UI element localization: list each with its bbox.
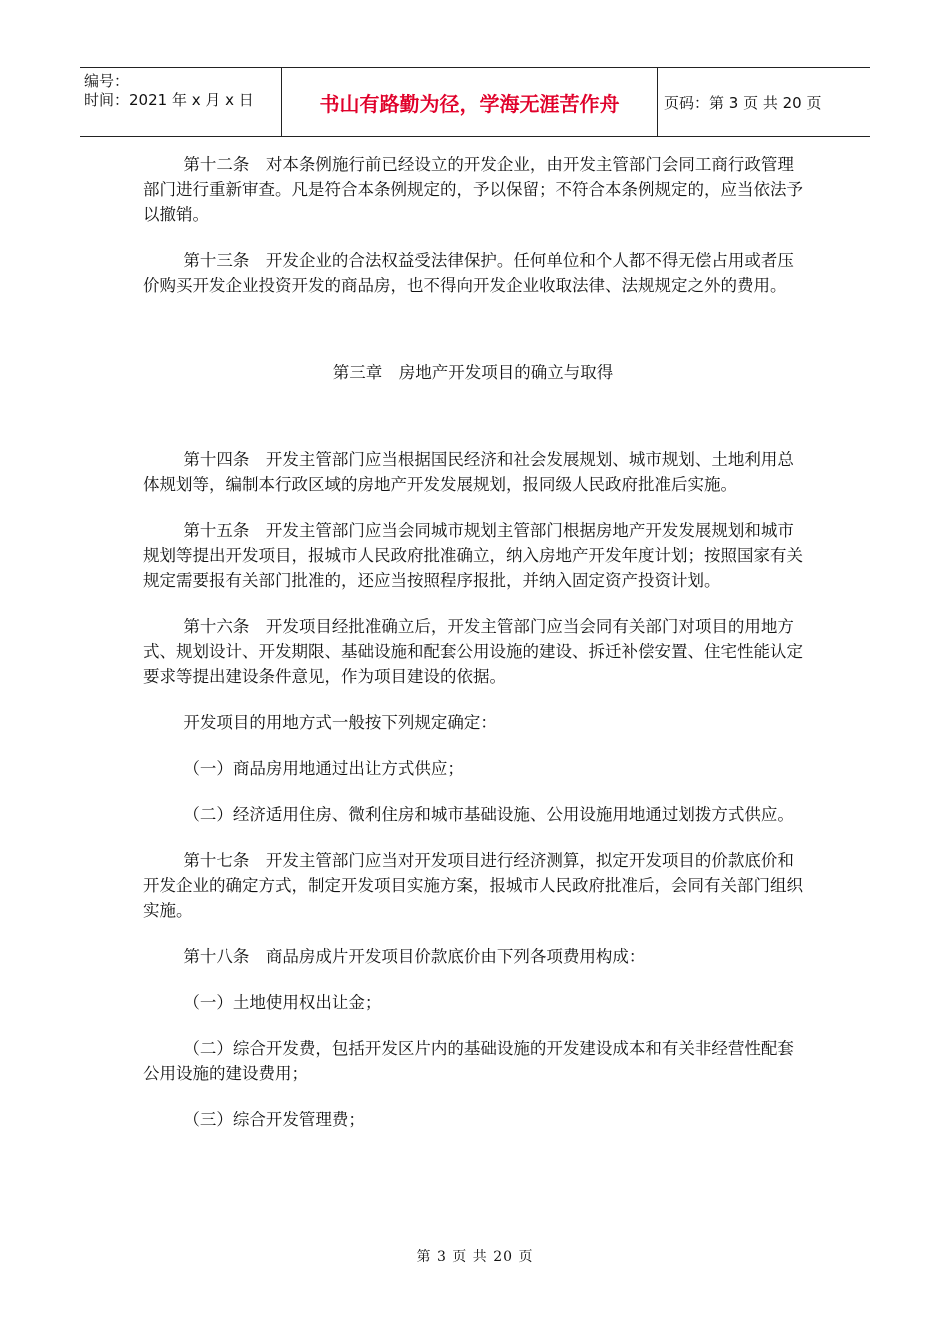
header-page-info: 页码：第 3 页 共 20 页 xyxy=(664,93,822,112)
document-number-label: 编号： xyxy=(84,72,130,90)
article-14: 第十四条 开发主管部门应当根据国民经济和社会发展规划、城市规划、土地利用总体规划等，编制本行政区域的房地产开发发展规划，报同级人民政府批准后实施。 xyxy=(143,450,794,494)
cost-item-1: （一）土地使用权出让金； xyxy=(183,993,382,1012)
header-motto: 书山有路勤为径，学海无涯苦作舟 xyxy=(282,68,658,136)
article-17: 第十七条 开发主管部门应当对开发项目进行经济测算，拟定开发项目的价款底价和开发企业的确定方式，制定开发项目实施方案，报城市人民政府批准后，会同有关部门组织实施。 xyxy=(143,851,803,920)
article-16: 第十六条 开发项目经批准确立后，开发主管部门应当会同有关部门对项目的用地方式、规划设计、开发期限、基础设施和配套公用设施的建设、拆迁补偿安置、住宅性能认定要求等提出建设条件意见，作为项目建设的依据。 xyxy=(143,617,803,686)
cost-item-3: （三）综合开发管理费； xyxy=(183,1110,365,1129)
article-18: 第十八条 商品房成片开发项目价款底价由下列各项费用构成： xyxy=(183,947,646,966)
document-date: 时间：2021 年 x 月 x 日 xyxy=(84,91,254,109)
article-12: 第十二条 对本条例施行前已经设立的开发企业，由开发主管部门会同工商行政管理部门进行重新审查。凡是符合本条例规定的，予以保留；不符合本条例规定的，应当依法予以撤销。 xyxy=(143,155,803,224)
article-15: 第十五条 开发主管部门应当会同城市规划主管部门根据房地产开发发展规划和城市规划等提出开发项目，报城市人民政府批准确立，纳入房地产开发年度计划；按照国家有关规定需要报有关部门批准的，还应当按照程序报批，并纳入固定资产投资计划。 xyxy=(143,521,803,590)
page-header xyxy=(80,67,870,137)
header-meta xyxy=(80,68,282,136)
land-use-item-2: （二）经济适用住房、微利住房和城市基础设施、公用设施用地通过划拨方式供应。 xyxy=(183,805,794,824)
land-use-intro: 开发项目的用地方式一般按下列规定确定： xyxy=(183,713,497,732)
chapter-title: 第三章 房地产开发项目的确立与取得 xyxy=(332,363,614,382)
document-body xyxy=(143,152,803,1153)
land-use-item-1: （一）商品房用地通过出让方式供应； xyxy=(183,759,464,778)
cost-item-2: （二）综合开发费，包括开发区片内的基础设施的开发建设成本和有关非经营性配套公用设施的建设费用； xyxy=(143,1039,794,1083)
page-footer: 第 3 页 共 20 页 xyxy=(416,1249,534,1265)
article-13: 第十三条 开发企业的合法权益受法律保护。任何单位和个人都不得无偿占用或者压价购买开发企业投资开发的商品房，也不得向开发企业收取法律、法规规定之外的费用。 xyxy=(143,251,794,295)
